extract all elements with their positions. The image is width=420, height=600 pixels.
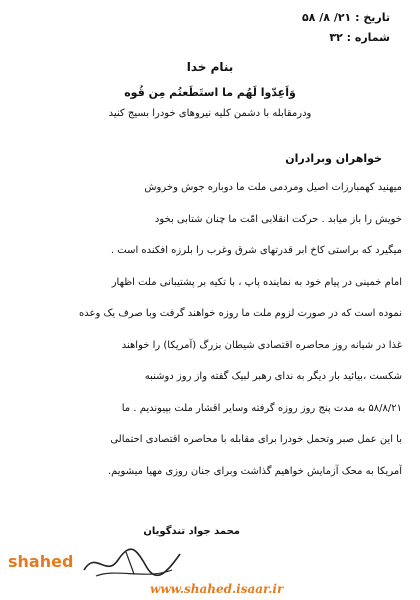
watermark-url[interactable]: www.shahed.isaar.ir [150,582,284,596]
letter-date: تاریخ : ۲۱/ ۸/ ۵۸ [301,11,390,24]
handwritten-signature [76,540,186,584]
body-line: میگیرد که براستی کاخ ابر قدرتهای شرق وغرب را بلرزه افکنده است . [110,245,402,256]
letter-body [12,172,402,487]
body-line: میهنید کهمبارزات اصیل ومردمی ملت ما دوباره جوش وخروش [144,182,402,193]
body-line: ۵۸/۸/۲۱ به مدت پنج روز روزه گرفته وسایر اقشار ملت بپیوندیم . ما [121,402,402,414]
body-line: نموده است که در صورت لزوم ملت ما روزه خواهند گرفت وبا صرف یک وعده [78,308,402,319]
bismillah-heading: بنام خدا [186,60,234,74]
body-line: شکست ،بیائید بار دیگر به ندای رهبر لبیک گفته واز روز دوشنبه [144,371,402,382]
letter-number: شماره : ۳۲ [329,31,390,44]
verse-translation: ودرمقابله با دشمن کلیه نیروهای خودرا بسیج کنید [108,108,312,119]
body-line: غذا در شبانه روز محاصره اقتصادی شیطان بزرگ (آمریکا) را خواهند [121,339,402,351]
watermark-logo: shahed [8,552,74,571]
signature-name: محمد جواد تندگویان [143,526,240,537]
body-line: آمریکا به محک آزمایش خواهیم گذاشت وبرای جنان روزی مهیا میشویم. [107,465,402,477]
quran-verse: وَاَعِدّوا لَهُم ما استَطَعتُم مِن قُوه [124,86,296,99]
body-line: امام خمینی در پیام خود به نماینده پاپ ، با تکیه بر پشتیبانی ملت اظهار [111,276,402,288]
letter-meta [302,8,390,48]
salutation: خواهران وبرادران [285,152,382,165]
body-line: با این عمل صبر وتحمل خودرا برای مقابله با محاصره اقتصادی احتمالی [110,434,402,445]
body-line: خویش را باز میابد . حرکت انقلابی امّت ما چنان شتابی بخود [154,213,402,225]
